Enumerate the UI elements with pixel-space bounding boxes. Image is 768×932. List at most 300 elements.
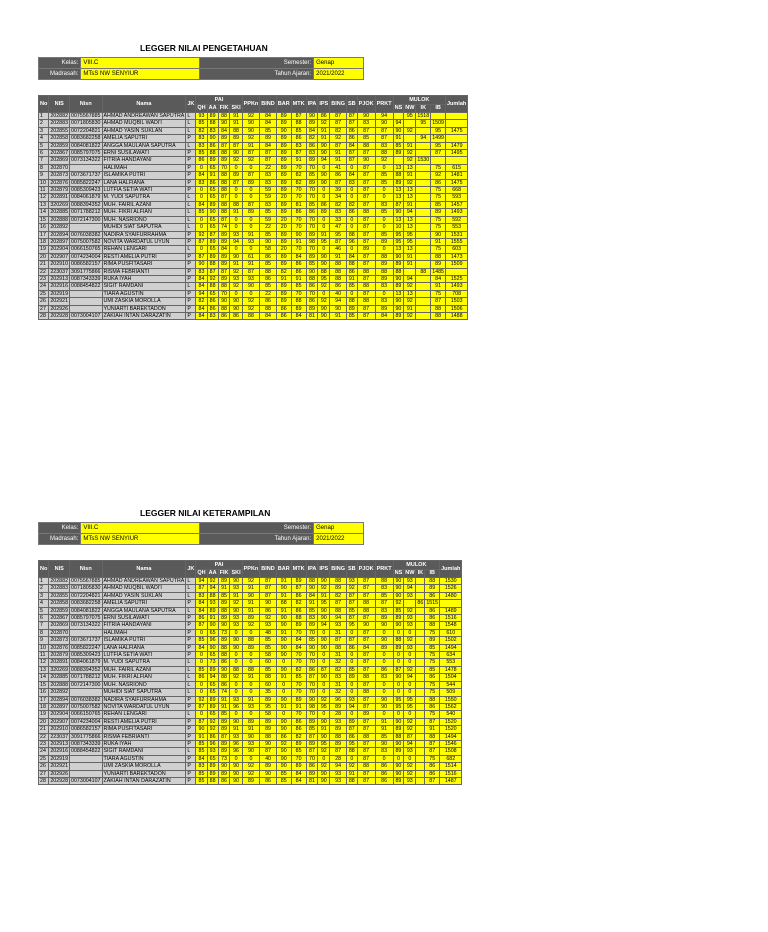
score-cell: 93 bbox=[242, 238, 260, 245]
score-cell: 93 bbox=[404, 622, 416, 629]
row-nisn: 0071805830 bbox=[71, 585, 101, 592]
score-cell: 87 bbox=[357, 703, 375, 710]
score-cell: 92 bbox=[318, 298, 330, 305]
score-cell: 88 bbox=[431, 305, 446, 312]
header-subject: MTK bbox=[291, 96, 306, 113]
score-cell: 0 bbox=[230, 659, 242, 666]
score-cell: 1479 bbox=[446, 142, 468, 149]
score-cell: 95 bbox=[318, 703, 330, 710]
score-cell: 85 bbox=[393, 142, 404, 149]
table-row[interactable] bbox=[39, 681, 462, 688]
table-row[interactable] bbox=[39, 711, 462, 718]
row-no: 12 bbox=[39, 659, 49, 666]
table-row[interactable] bbox=[39, 142, 468, 149]
score-cell: 90 bbox=[276, 585, 291, 592]
score-cell: 87 bbox=[357, 659, 375, 666]
score-cell: 88 bbox=[291, 120, 306, 127]
table-row[interactable] bbox=[39, 578, 462, 585]
score-cell: 87 bbox=[357, 231, 375, 238]
score-cell: 82 bbox=[196, 298, 207, 305]
table-row[interactable] bbox=[39, 689, 462, 696]
score-cell: 82 bbox=[306, 135, 318, 142]
row-jk: L bbox=[186, 666, 196, 673]
row-name: ERNI SUSILAWATI bbox=[102, 150, 186, 157]
table-row[interactable] bbox=[39, 179, 468, 186]
score-cell: 89 bbox=[330, 703, 347, 710]
score-cell: 87 bbox=[218, 194, 230, 201]
score-cell: 603 bbox=[446, 246, 468, 253]
table-row[interactable] bbox=[39, 209, 468, 216]
row-nis: 320269 bbox=[50, 201, 69, 208]
score-cell: 93 bbox=[404, 777, 416, 784]
score-cell: 88 bbox=[375, 253, 393, 260]
score-cell: 95 bbox=[318, 600, 330, 607]
score-cell: 87 bbox=[260, 592, 276, 599]
score-cell: 88 bbox=[330, 578, 347, 585]
score-cell: 90 bbox=[393, 127, 404, 134]
score-cell bbox=[416, 666, 425, 673]
row-name: LUTFIA SETIA WATI bbox=[102, 187, 186, 194]
table-row[interactable] bbox=[39, 164, 468, 171]
score-cell: 90 bbox=[375, 740, 393, 747]
tahun-value[interactable]: 2021/2022 bbox=[314, 534, 364, 545]
score-cell: 48 bbox=[260, 629, 276, 636]
score-cell: 83 bbox=[375, 585, 393, 592]
score-cell: 87 bbox=[357, 740, 375, 747]
score-cell: 83 bbox=[330, 209, 347, 216]
score-cell: 90 bbox=[218, 298, 230, 305]
table-row[interactable] bbox=[39, 246, 468, 253]
score-cell: 93 bbox=[346, 578, 357, 585]
score-cell: 85 bbox=[346, 607, 357, 614]
score-cell: 91 bbox=[318, 231, 330, 238]
table-row[interactable] bbox=[39, 666, 462, 673]
table-row[interactable] bbox=[39, 696, 462, 703]
score-cell: 85 bbox=[375, 209, 393, 216]
score-cell: 90 bbox=[393, 253, 404, 260]
score-cell: 0 bbox=[404, 652, 416, 659]
score-cell: 93 bbox=[330, 718, 347, 725]
row-name: HALIMAH bbox=[102, 164, 186, 171]
score-cell: 1562 bbox=[440, 703, 462, 710]
table-row[interactable] bbox=[39, 637, 462, 644]
score-cell: 1509 bbox=[432, 120, 444, 127]
score-cell: 89 bbox=[346, 674, 357, 681]
table-row[interactable] bbox=[39, 127, 468, 134]
table-row[interactable] bbox=[39, 755, 462, 762]
score-cell: 0 bbox=[196, 681, 207, 688]
score-cell: 1530 bbox=[417, 157, 430, 164]
table-row[interactable] bbox=[39, 150, 468, 157]
score-cell: 28 bbox=[330, 711, 347, 718]
row-nis: 202907 bbox=[50, 253, 69, 260]
score-cell: 89 bbox=[207, 666, 218, 673]
score-cell: 0 bbox=[230, 711, 242, 718]
score-cell: 92 bbox=[207, 275, 218, 282]
score-cell: 0 bbox=[318, 659, 330, 666]
table-row[interactable] bbox=[39, 261, 468, 268]
score-cell: 92 bbox=[404, 637, 416, 644]
score-cell: 90 bbox=[207, 644, 218, 651]
score-cell: 89 bbox=[306, 120, 318, 127]
row-jk: P bbox=[186, 298, 196, 305]
score-cell: 94 bbox=[404, 674, 416, 681]
score-cell: 87 bbox=[330, 179, 347, 186]
score-cell: 86 bbox=[207, 298, 218, 305]
score-cell: 86 bbox=[260, 607, 276, 614]
score-cell: 91 bbox=[404, 172, 416, 179]
score-cell: 89 bbox=[218, 157, 230, 164]
table-row[interactable] bbox=[39, 275, 468, 282]
score-cell: 0 bbox=[196, 187, 207, 194]
score-cell: 90 bbox=[242, 592, 260, 599]
score-cell: 86 bbox=[346, 209, 357, 216]
row-name: AHMAD ANDREAWAN SAPUTRA bbox=[103, 578, 185, 584]
score-cell: 94 bbox=[207, 674, 218, 681]
score-cell: 1550 bbox=[440, 696, 462, 703]
table-row[interactable] bbox=[39, 718, 462, 725]
score-cell: 88 bbox=[357, 142, 375, 149]
score-cell: 0 bbox=[242, 187, 260, 194]
score-cell: 85 bbox=[276, 770, 291, 777]
score-cell: 89 bbox=[207, 238, 218, 245]
score-cell: 90 bbox=[318, 172, 330, 179]
table-row[interactable] bbox=[39, 113, 468, 120]
score-cell: 88 bbox=[218, 674, 230, 681]
table-row[interactable] bbox=[39, 777, 462, 784]
score-cell: 90 bbox=[393, 763, 404, 770]
score-cell: 87 bbox=[346, 600, 357, 607]
table-row[interactable] bbox=[39, 312, 468, 319]
row-nis: 223037 bbox=[50, 268, 69, 275]
score-cell bbox=[416, 770, 425, 777]
score-cell: 87 bbox=[291, 585, 306, 592]
row-nis: 202858 bbox=[50, 135, 69, 142]
row-jk: L bbox=[186, 585, 196, 592]
row-nis: 202855 bbox=[50, 127, 69, 134]
header-mulok-sub: IK bbox=[416, 105, 431, 113]
row-jk: P bbox=[186, 164, 196, 171]
semester-value[interactable]: Genap bbox=[314, 523, 364, 534]
score-cell: 87 bbox=[357, 718, 375, 725]
score-cell: 88 bbox=[425, 578, 440, 585]
score-cell: 90 bbox=[218, 763, 230, 770]
table-row[interactable] bbox=[39, 607, 462, 614]
score-cell: 65 bbox=[207, 629, 218, 636]
score-cell: 82 bbox=[291, 733, 306, 740]
score-cell: 1487 bbox=[440, 777, 462, 784]
score-cell: 86 bbox=[431, 179, 446, 186]
kelas-value[interactable]: VIII.C bbox=[81, 58, 200, 69]
score-cell: 87 bbox=[431, 298, 446, 305]
score-cell: 87 bbox=[357, 164, 375, 171]
row-nis: 202883 bbox=[50, 585, 69, 592]
score-cell: 0 bbox=[196, 194, 207, 201]
table-row[interactable] bbox=[39, 253, 468, 260]
row-no: 10 bbox=[39, 644, 49, 651]
row-nisn bbox=[70, 763, 102, 770]
score-cell: 92 bbox=[346, 585, 357, 592]
score-cell: 92 bbox=[242, 298, 260, 305]
row-no: 9 bbox=[39, 637, 49, 644]
score-cell: 82 bbox=[276, 268, 291, 275]
row-no: 6 bbox=[39, 615, 49, 622]
score-cell: 90 bbox=[375, 637, 393, 644]
table-row[interactable] bbox=[39, 224, 468, 231]
madrasah-value[interactable]: MTsS NW SENYIUR bbox=[81, 69, 200, 80]
table-row[interactable] bbox=[39, 622, 462, 629]
table-row[interactable] bbox=[39, 268, 468, 275]
score-cell: 86 bbox=[291, 607, 306, 614]
row-no: 26 bbox=[39, 298, 49, 305]
score-cell bbox=[416, 224, 431, 231]
score-cell: 84 bbox=[291, 637, 306, 644]
score-cell: 668 bbox=[446, 187, 468, 194]
score-cell: 91 bbox=[230, 261, 242, 268]
score-cell: 1499 bbox=[432, 135, 444, 142]
score-cell: 91 bbox=[218, 585, 230, 592]
score-cell: 85 bbox=[218, 711, 230, 718]
kelas-label: Kelas: bbox=[39, 523, 81, 534]
score-cell: 89 bbox=[260, 696, 276, 703]
score-cell: 89 bbox=[276, 231, 291, 238]
score-cell: 93 bbox=[230, 231, 242, 238]
table-row[interactable] bbox=[39, 600, 462, 607]
score-cell: 92 bbox=[330, 135, 347, 142]
score-cell bbox=[416, 290, 431, 297]
score-cell: 20 bbox=[276, 246, 291, 253]
score-cell: 83 bbox=[375, 283, 393, 290]
header-pai-sub: FIK bbox=[219, 105, 229, 112]
table-row[interactable] bbox=[39, 592, 462, 599]
score-cell: 88 bbox=[218, 652, 230, 659]
row-nis: 202921 bbox=[50, 298, 69, 305]
tahun-value[interactable]: 2021/2022 bbox=[314, 69, 364, 80]
row-nis: 202855 bbox=[50, 592, 69, 599]
table-row[interactable] bbox=[39, 290, 468, 297]
score-cell: 1485 bbox=[432, 268, 444, 275]
score-cell: 91 bbox=[404, 261, 416, 268]
score-cell: 88 bbox=[416, 268, 431, 275]
score-cell: 87 bbox=[357, 216, 375, 223]
table-row[interactable] bbox=[39, 703, 462, 710]
score-cell: 87 bbox=[330, 120, 347, 127]
score-cell bbox=[416, 607, 425, 614]
score-cell: 92 bbox=[318, 120, 330, 127]
score-cell: 92 bbox=[242, 770, 260, 777]
score-cell: 65 bbox=[207, 224, 218, 231]
row-no: 27 bbox=[39, 770, 49, 777]
table-row[interactable] bbox=[39, 135, 468, 142]
score-cell: 90 bbox=[393, 770, 404, 777]
score-cell: 90 bbox=[276, 755, 291, 762]
score-cell: 90 bbox=[393, 275, 404, 282]
score-cell: 91 bbox=[230, 726, 242, 733]
row-name: RUKA IYAH bbox=[102, 740, 186, 747]
score-cell: 87 bbox=[346, 113, 357, 120]
table-row[interactable] bbox=[39, 231, 468, 238]
table-row[interactable] bbox=[39, 733, 462, 740]
score-cell: 84 bbox=[260, 113, 276, 120]
row-jk: P bbox=[186, 312, 196, 319]
table-row[interactable] bbox=[39, 157, 468, 164]
score-cell: 70 bbox=[306, 711, 318, 718]
score-cell: 1518 bbox=[417, 113, 430, 119]
score-cell: 593 bbox=[446, 194, 468, 201]
row-name: NOVITA WARDATUL UYUN bbox=[102, 703, 186, 710]
score-cell: 85 bbox=[375, 172, 393, 179]
score-cell: 90 bbox=[393, 674, 404, 681]
score-cell: 85 bbox=[196, 120, 207, 127]
score-cell: 39 bbox=[330, 187, 347, 194]
row-nis: 202910 bbox=[50, 726, 69, 733]
score-cell: 91 bbox=[318, 726, 330, 733]
table-row[interactable] bbox=[39, 172, 468, 179]
score-cell: 89 bbox=[242, 644, 260, 651]
score-cell: 87 bbox=[404, 733, 416, 740]
score-cell: 90 bbox=[276, 696, 291, 703]
score-cell: 87 bbox=[196, 703, 207, 710]
score-cell: 682 bbox=[440, 755, 462, 762]
row-nisn bbox=[70, 290, 102, 297]
score-cell: 90 bbox=[357, 157, 375, 164]
row-jk: P bbox=[186, 305, 196, 312]
table-row[interactable] bbox=[39, 120, 468, 127]
header-mulok-sub: IK bbox=[417, 570, 424, 577]
table-row[interactable] bbox=[39, 194, 468, 201]
score-cell: 91 bbox=[276, 607, 291, 614]
score-cell: 89 bbox=[306, 622, 318, 629]
score-cell bbox=[416, 689, 425, 696]
score-cell: 95 bbox=[404, 703, 416, 710]
score-cell: 85 bbox=[346, 283, 357, 290]
row-nisn: 0072147300 bbox=[71, 216, 101, 223]
row-no: 14 bbox=[39, 674, 49, 681]
score-cell: 1488 bbox=[446, 312, 468, 319]
score-cell: 0 bbox=[318, 164, 330, 171]
score-cell: 89 bbox=[306, 231, 318, 238]
score-cell: 89 bbox=[393, 312, 404, 319]
score-cell: 0 bbox=[393, 689, 404, 696]
row-no: 9 bbox=[39, 172, 49, 179]
table-row[interactable] bbox=[39, 644, 462, 651]
table-row[interactable] bbox=[39, 659, 462, 666]
row-nis: 202894 bbox=[50, 696, 69, 703]
score-cell: 89 bbox=[218, 637, 230, 644]
row-name: YUNIARTI BAREKTADON bbox=[102, 305, 186, 312]
table-row[interactable] bbox=[39, 629, 462, 636]
table-row[interactable] bbox=[39, 187, 468, 194]
score-cell: 89 bbox=[291, 696, 306, 703]
score-cell: 0 bbox=[346, 689, 357, 696]
score-cell: 90 bbox=[291, 231, 306, 238]
score-cell: 0 bbox=[242, 629, 260, 636]
score-cell: 88 bbox=[357, 209, 375, 216]
score-cell: 94 bbox=[330, 298, 347, 305]
score-cell: 90 bbox=[306, 585, 318, 592]
tahun-label: Tahun Ajaran: bbox=[200, 534, 314, 545]
score-cell: 83 bbox=[375, 607, 393, 614]
score-cell bbox=[416, 637, 425, 644]
score-cell: 90 bbox=[260, 238, 276, 245]
score-cell: 87 bbox=[431, 150, 446, 157]
table-row[interactable] bbox=[39, 298, 468, 305]
score-cell: 95 bbox=[393, 696, 404, 703]
score-cell: 91 bbox=[404, 253, 416, 260]
score-cell: 34 bbox=[330, 194, 347, 201]
row-name: RESTI AMELIA PUTRI bbox=[102, 718, 186, 725]
score-cell: 0 bbox=[346, 659, 357, 666]
row-jk: P bbox=[186, 157, 196, 164]
score-cell: 20 bbox=[276, 194, 291, 201]
table-row[interactable] bbox=[39, 615, 462, 622]
row-jk: P bbox=[186, 268, 196, 275]
row-nis: 202882 bbox=[50, 113, 69, 119]
table-row[interactable] bbox=[39, 763, 462, 770]
table-row[interactable] bbox=[39, 585, 462, 592]
score-cell: 65 bbox=[207, 194, 218, 201]
score-cell: 88 bbox=[306, 578, 318, 585]
score-cell bbox=[416, 703, 425, 710]
table-row[interactable] bbox=[39, 283, 468, 290]
table-row[interactable] bbox=[39, 726, 462, 733]
score-cell: 74 bbox=[218, 689, 230, 696]
row-nis: 202870 bbox=[50, 164, 69, 171]
score-cell: 1478 bbox=[440, 666, 462, 673]
score-cell: 87 bbox=[242, 201, 260, 208]
score-cell: 82 bbox=[330, 127, 347, 134]
score-cell: 89 bbox=[276, 253, 291, 260]
score-cell: 84 bbox=[291, 253, 306, 260]
table-row[interactable] bbox=[39, 305, 468, 312]
table-row[interactable] bbox=[39, 770, 462, 777]
score-cell: 87 bbox=[346, 592, 357, 599]
row-nis: 202919 bbox=[50, 755, 69, 762]
madrasah-value[interactable]: MTsS NW SENYIUR bbox=[81, 534, 200, 545]
table-row[interactable] bbox=[39, 674, 462, 681]
score-cell: 89 bbox=[207, 770, 218, 777]
row-jk: P bbox=[186, 644, 196, 651]
score-cell: 1520 bbox=[440, 718, 462, 725]
table-row[interactable] bbox=[39, 748, 462, 755]
score-cell: 0 bbox=[230, 164, 242, 171]
table-row[interactable] bbox=[39, 652, 462, 659]
score-cell: 90 bbox=[230, 607, 242, 614]
table-row[interactable] bbox=[39, 740, 462, 747]
score-cell: 86 bbox=[218, 659, 230, 666]
score-cell: 89 bbox=[276, 283, 291, 290]
score-cell: 92 bbox=[404, 718, 416, 725]
score-cell: 0 bbox=[276, 659, 291, 666]
table-row[interactable] bbox=[39, 201, 468, 208]
score-cell: 88 bbox=[346, 261, 357, 268]
score-cell: 88 bbox=[291, 298, 306, 305]
table-row[interactable] bbox=[39, 216, 468, 223]
semester-value[interactable]: Genap bbox=[314, 58, 364, 69]
score-cell: 87 bbox=[207, 268, 218, 275]
header-subject: BAR bbox=[276, 96, 291, 113]
row-no: 18 bbox=[39, 238, 49, 245]
score-cell: 0 bbox=[276, 711, 291, 718]
score-cell: 88 bbox=[330, 644, 347, 651]
table-row[interactable] bbox=[39, 238, 468, 245]
kelas-value[interactable]: VIII.C bbox=[81, 523, 200, 534]
score-cell: 92 bbox=[393, 600, 404, 607]
score-cell: 20 bbox=[276, 224, 291, 231]
score-cell: 88 bbox=[357, 283, 375, 290]
score-cell: 86 bbox=[218, 777, 230, 784]
score-cell: 91 bbox=[330, 253, 347, 260]
